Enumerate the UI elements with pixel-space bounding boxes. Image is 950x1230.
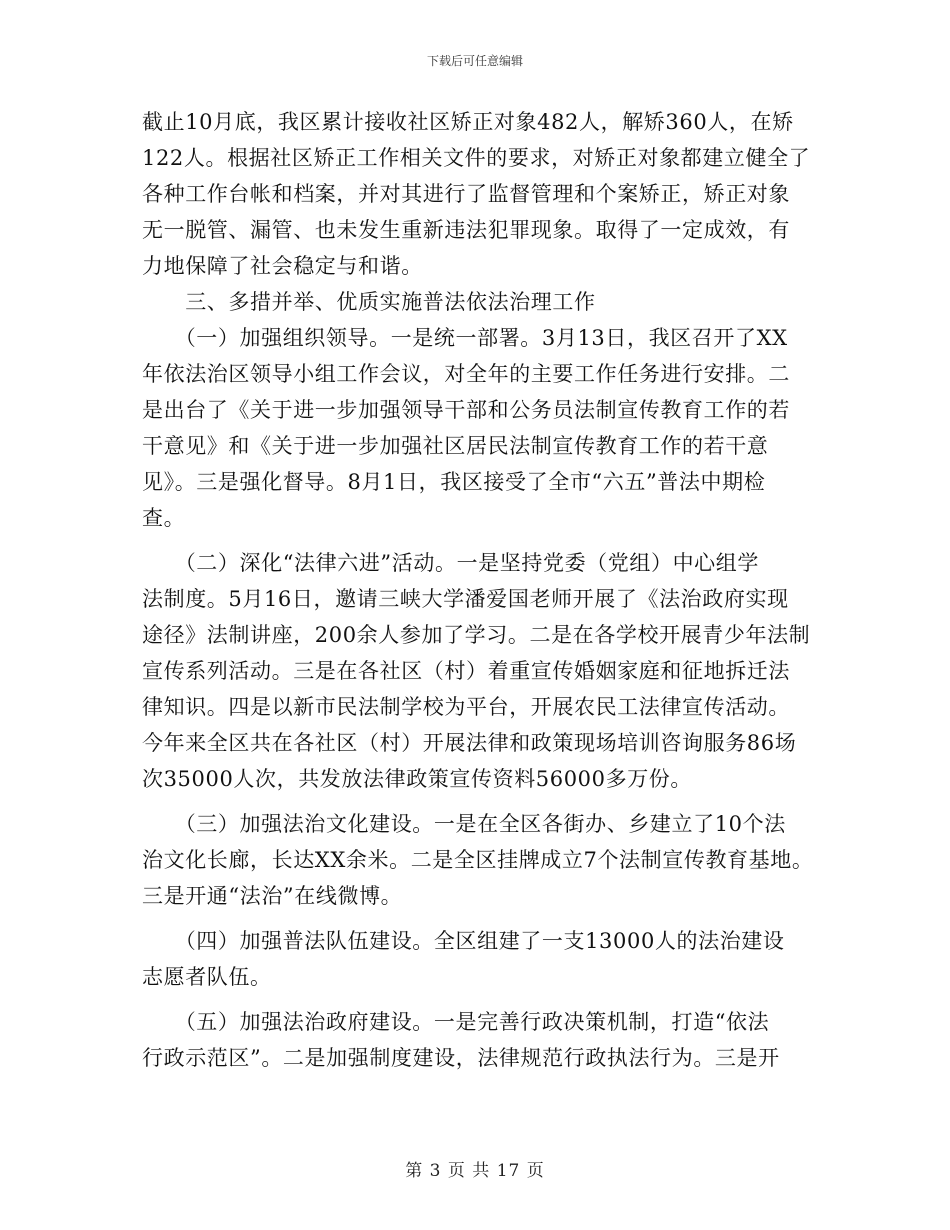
text-line: 律知识。四是以新市民法制学校为平台，开展农民工法律宣传活动。 — [142, 695, 790, 719]
text-line: 次35000人次，共发放法律政策宣传资料56000多万份。 — [142, 767, 693, 791]
text-line: 各种工作台帐和档案，并对其进行了监督管理和个案矫正，矫正对象 — [142, 182, 790, 206]
text-line: 三是开通“法治”在线微博。 — [142, 884, 403, 908]
text-line: （一）加强组织领导。一是统一部署。3月13日，我区召开了XX — [142, 326, 788, 350]
text-line: 途径》法制讲座，200余人参加了学习。二是在各学校开展青少年法制 — [142, 623, 811, 647]
text-line: 今年来全区共在各社区（村）开展法律和政策现场培训咨询服务86场 — [142, 731, 797, 755]
page-number: 第 3 页 共 17 页 — [405, 1161, 545, 1181]
text-line: 治文化长廊，长达XX余米。二是全区挂牌成立7个法制宣传教育基地。 — [142, 848, 814, 872]
header-note: 下载后可任意编辑 — [426, 54, 523, 68]
text-line: 力地保障了社会稳定与和谐。 — [142, 254, 423, 278]
text-line: 122人。根据社区矫正工作相关文件的要求，对矫正对象都建立健全了 — [142, 146, 811, 170]
paragraph-gap — [142, 797, 810, 806]
text-line: 无一脱管、漏管、也未发生重新违法犯罪现象。取得了一定成效，有 — [142, 218, 790, 242]
paragraph-gap — [142, 536, 810, 545]
text-line: 行政示范区”。二是加强制度建设，法律规范行政执法行为。三是开 — [142, 1046, 780, 1070]
text-line: 见》。三是强化督导。8月1日，我区接受了全市“六五”普法中期检 — [142, 470, 766, 494]
paragraph-gap — [142, 995, 810, 1004]
text-line: 法制度。5月16日，邀请三峡大学潘爱国老师开展了《法治政府实现 — [142, 587, 789, 611]
text-line: 年依法治区领导小组工作会议，对全年的主要工作任务进行安排。二 — [142, 362, 790, 386]
text-line: （五）加强法治政府建设。一是完善行政决策机制，打造“依法 — [142, 1010, 770, 1034]
text-line: 是出台了《关于进一步加强领导干部和公务员法制宣传教育工作的若 — [142, 398, 790, 422]
paragraph-gap — [142, 914, 810, 923]
text-line: （三）加强法治文化建设。一是在全区各街办、乡建立了10个法 — [142, 812, 786, 836]
text-line: 干意见》和《关于进一步加强社区居民法制宣传教育工作的若干意 — [142, 434, 769, 458]
body-text — [142, 104, 814, 1076]
text-line: （二）深化“法律六进”活动。一是坚持党委（党组）中心组学 — [142, 551, 759, 575]
text-line: 截止10月底，我区累计接收社区矫正对象482人，解矫360人，在矫 — [142, 110, 794, 134]
text-line: （四）加强普法队伍建设。全区组建了一支13000人的法治建设 — [142, 929, 785, 953]
text-line: 查。 — [142, 506, 186, 530]
text-line: 宣传系列活动。三是在各社区（村）着重宣传婚姻家庭和征地拆迁法 — [142, 659, 790, 683]
text-line: 志愿者队伍。 — [142, 965, 272, 989]
section-heading: 三、多措并举、优质实施普法依法治理工作 — [142, 290, 596, 314]
